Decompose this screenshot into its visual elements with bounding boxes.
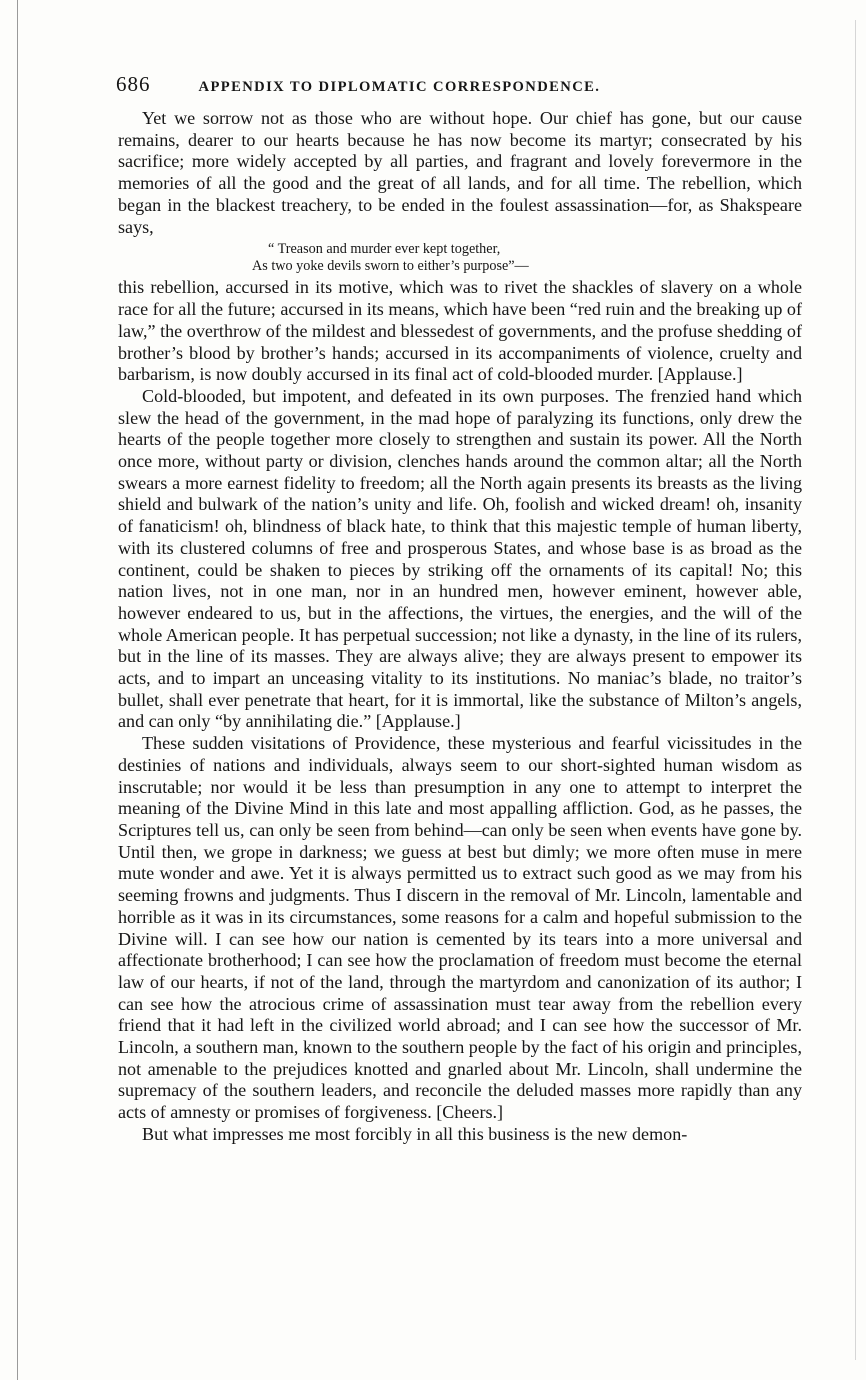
- page-edge-rule: [17, 0, 18, 1380]
- document-page: [118, 72, 802, 1146]
- paragraph-5: But what impresses me most forcibly in all this business is the new demon-: [142, 1123, 688, 1144]
- page-edge-rule-right: [855, 20, 856, 1360]
- quote-line-1: “ Treason and murder ever kept together,: [268, 241, 501, 258]
- verse-quotation: [252, 241, 802, 274]
- paragraph-2: this rebellion, accursed in its motive, which was to rivet the shackles of slavery on a whole race for all the future; accursed in its means, which have been “red ruin and the breaking up of law,” the overthrow of the mildest and blessedest of governments, and the profuse shedding of brother’s blood by brother’s hands; accursed in its accompaniments of violence, cruelty and barbarism, is now doubly accursed in its final act of cold-blooded murder. [Applause.]: [118, 277, 802, 385]
- paragraph-3: Cold-blooded, but impotent, and defeated in its own purposes. The frenzied hand which slew the head of the government, in the mad hope of paralyzing its functions, only drew the hearts of the people together more closely to strengthen and sustain its power. All the North once more, without party or division, clenches hands around the common altar; all the North swears a more earnest fidelity to freedom; all the North again presents its breasts as the living shield and bulwark of the nation’s unity and life. Oh, foolish and wicked dream! oh, insanity of fanaticism! oh, blindness of black hate, to think that this majestic temple of human liberty, with its clustered columns of free and prosperous States, and whose base is as broad as the continent, could be shaken to pieces by striking off the ornaments of its capital! No; this nation lives, not in one man, nor in an hundred men, however eminent, however able, however endeared to us, but in the affections, the virtues, the energies, and the will of the whole American people. It has perpetual succession; not like a dynasty, in the line of its rulers, but in the line of its masses. They are always alive; they are always present to empower its acts, and to impart an unceasing vitality to its institutions. No maniac’s blade, no traitor’s bullet, shall ever penetrate that heart, for it is immortal, like the substance of Milton’s angels, and can only “by annihilating die.” [Applause.]: [118, 385, 802, 732]
- running-head: [118, 72, 802, 108]
- quote-line-2: As two yoke devils sworn to either’s purpose”—: [252, 257, 529, 274]
- paragraph-1: Yet we sorrow not as those who are without hope. Our chief has gone, but our cause remains, dearer to our hearts because he has now become its martyr; consecrated by his sacrifice; more widely accepted by all parties, and fragrant and lovely forevermore in the memories of all the good and the great of all lands, and for all time. The rebellion, which began in the blackest treachery, to be ended in the foulest assassination—for, as Shakspeare says,: [118, 108, 802, 237]
- page-number: 686: [116, 72, 151, 96]
- running-head-title: APPENDIX TO DIPLOMATIC CORRESPONDENCE.: [198, 79, 601, 95]
- paragraph-4: These sudden visitations of Providence, these mysterious and fearful vicissitudes in the destinies of nations and individuals, always seem to our short-sighted human wisdom as inscrutable; nor would it be less than presumption in any one to attempt to interpret the meaning of the Divine Mind in this late and most appalling affliction. God, as he passes, the Scriptures tell us, can only be seen from behind—can only be seen when events have gone by. Until then, we grope in darkness; we guess at best but dimly; we more often muse in mere mute wonder and awe. Yet it is always permitted us to extract such good as we may from his seeming frowns and judgments. Thus I discern in the removal of Mr. Lincoln, lamentable and horrible as it was in its circumstances, some reasons for a calm and hopeful submission to the Divine will. I can see how our nation is cemented by its tears into a more universal and affectionate brotherhood; I can see how the proclamation of freedom must become the eternal law of our hearts, if not of the land, through the martyrdom and canonization of its author; I can see how the atrocious crime of assassination must tear away from the rebellion every friend that it had left in the civilized world abroad; and I can see how the successor of Mr. Lincoln, a southern man, known to the southern people by the fact of his origin and principles, not amenable to the prejudices knotted and gnarled about Mr. Lincoln, shall undermine the supremacy of the southern leaders, and reconcile the deluded masses more rapidly than any acts of amnesty or promises of forgiveness. [Cheers.]: [118, 733, 802, 1123]
